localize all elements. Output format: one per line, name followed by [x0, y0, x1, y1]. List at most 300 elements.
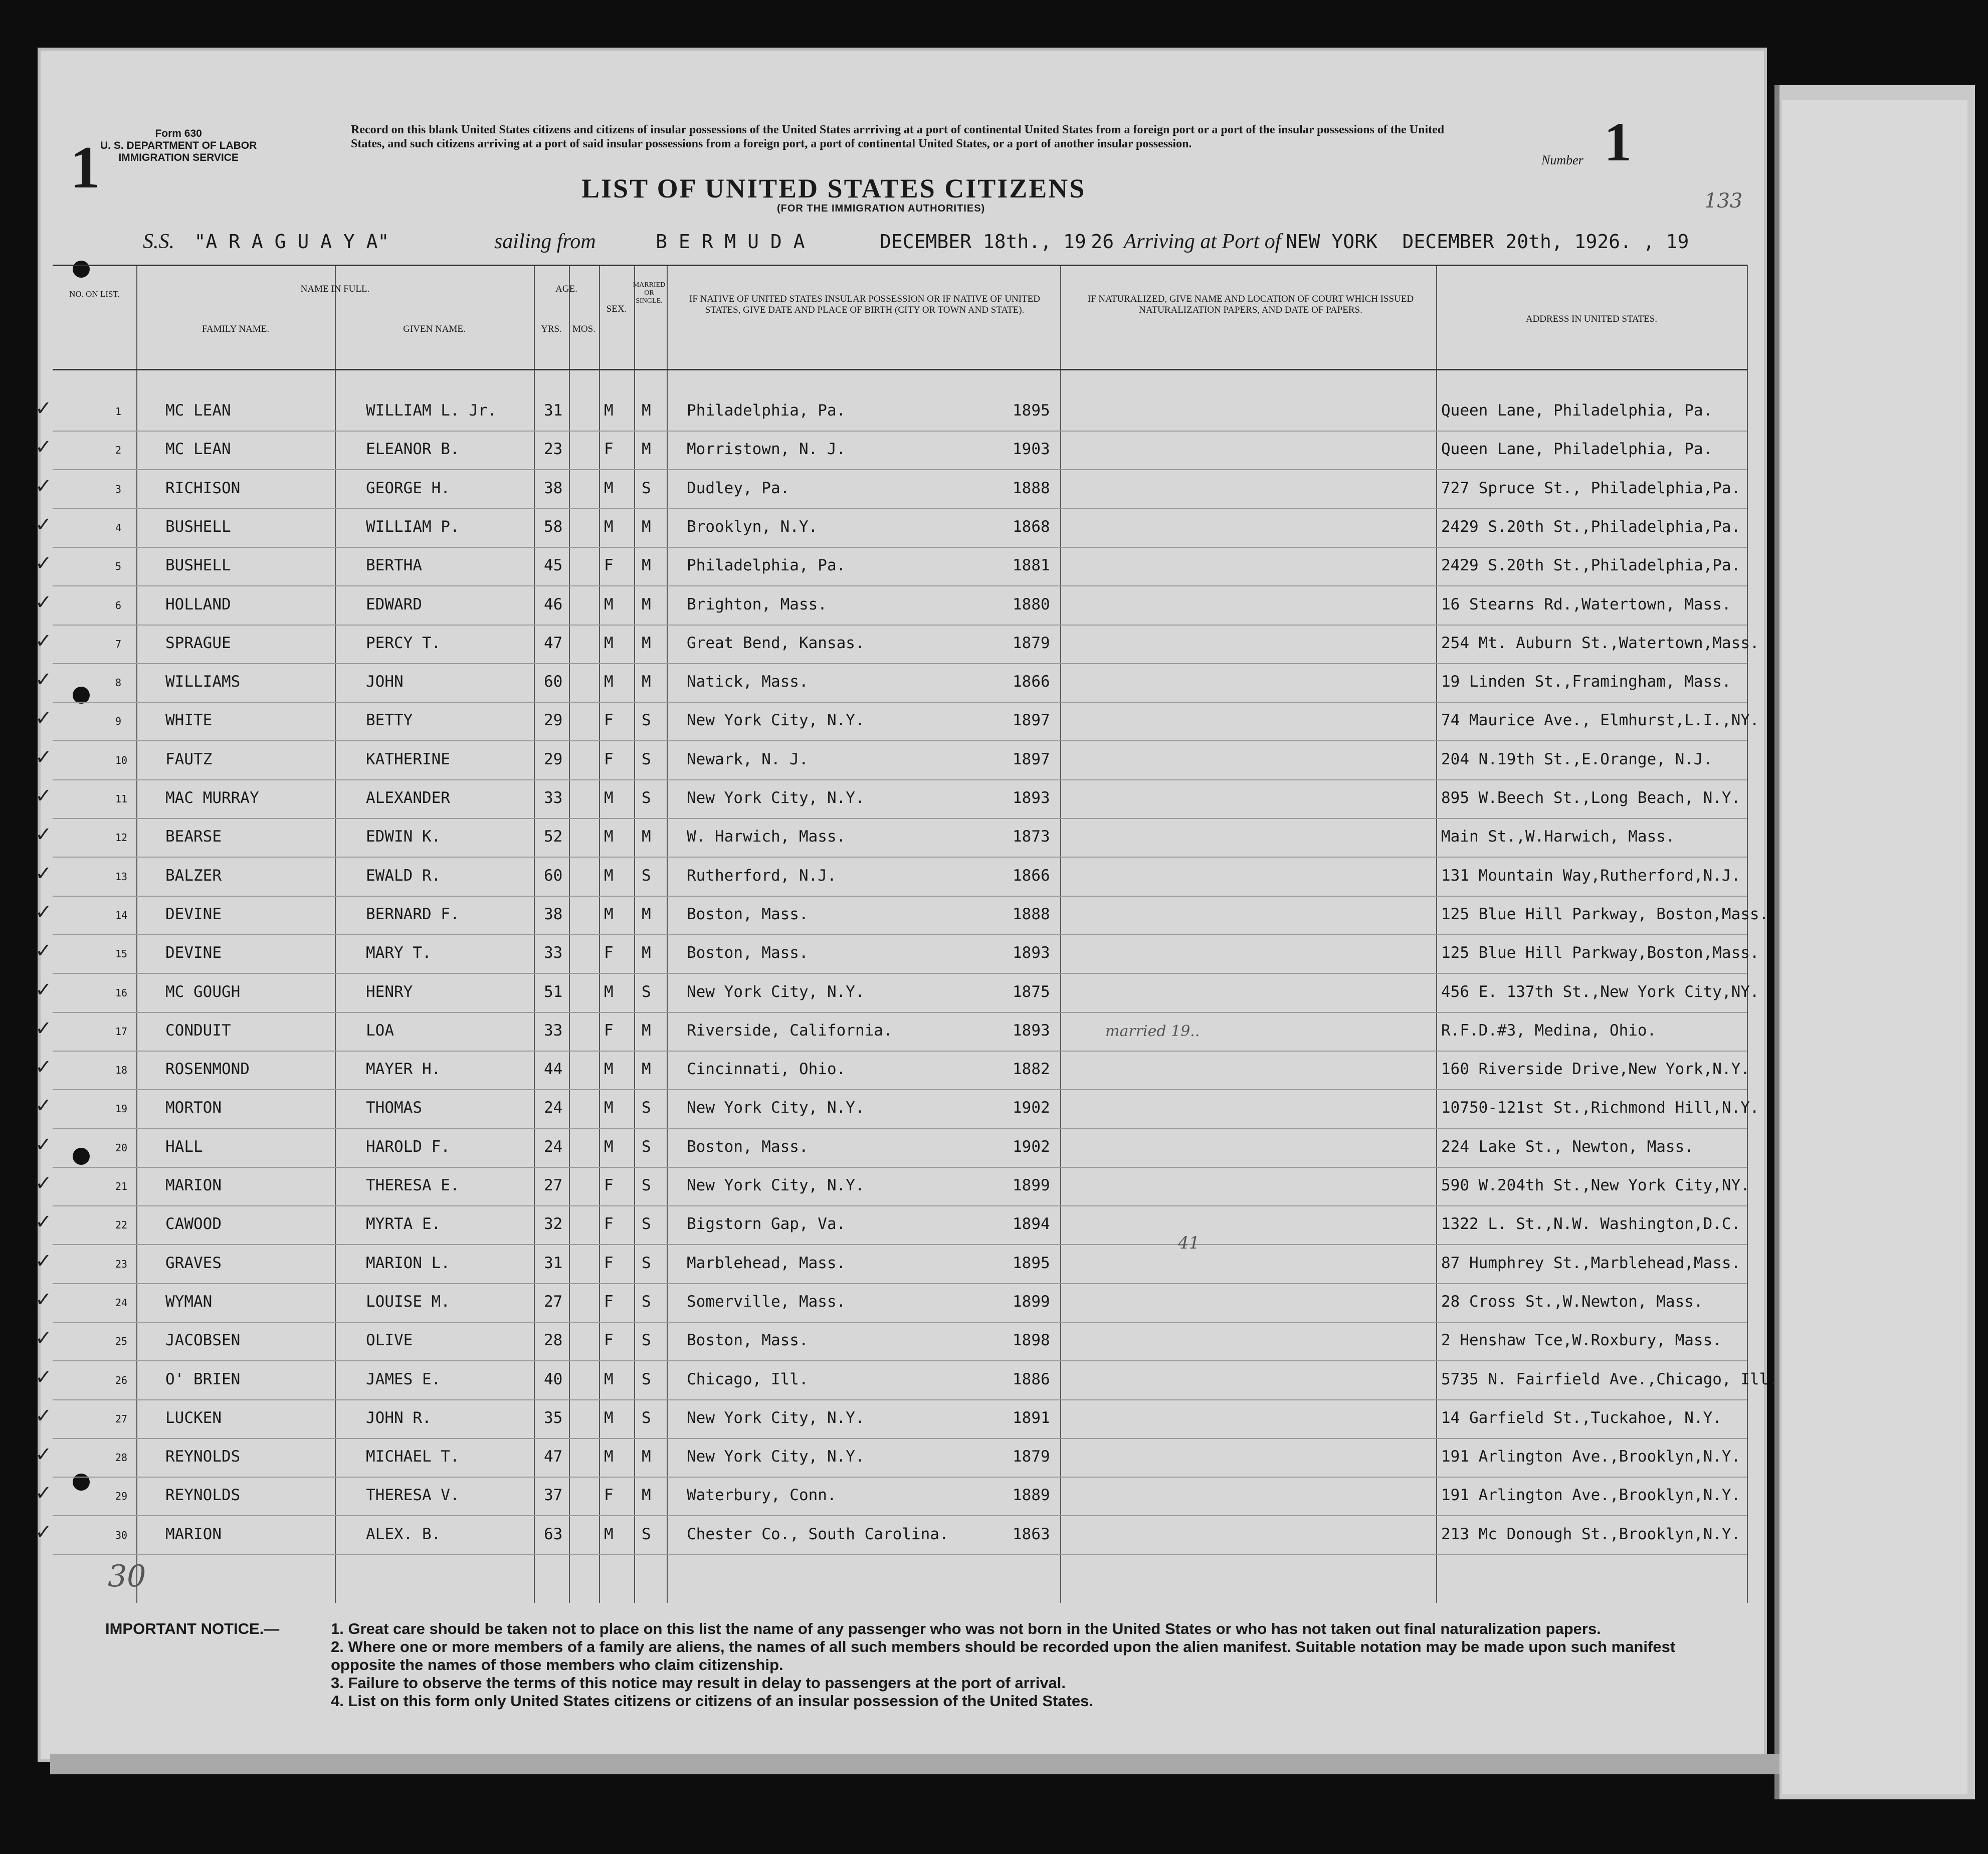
family-name: DEVINE [165, 944, 222, 962]
family-name: BALZER [165, 866, 222, 885]
given-name: GEORGE H. [366, 479, 450, 497]
check-mark-icon: ✓ [35, 1404, 52, 1427]
given-name: PERCY T. [366, 634, 441, 652]
table-row [35, 624, 1759, 664]
birthplace: Boston, Mass. [687, 1137, 809, 1156]
ship-name: "A R A G U A Y A" [194, 231, 389, 253]
given-name: OLIVE [366, 1331, 413, 1350]
address: 224 Lake St., Newton, Mass. [1441, 1137, 1694, 1156]
marital-status: S [642, 982, 651, 1001]
row-number: 7 [115, 638, 122, 650]
sex: M [604, 595, 614, 613]
header-given-name: GIVEN NAME. [403, 324, 466, 334]
family-name: BUSHELL [165, 556, 231, 575]
handwritten-count: 30 [108, 1559, 146, 1594]
paper-edge-inner [1782, 100, 1967, 1794]
birthplace: Riverside, California. [687, 1021, 893, 1040]
birthplace: Newark, N. J. [687, 750, 809, 768]
birthplace: Boston, Mass. [687, 1331, 809, 1350]
sex: M [604, 634, 614, 652]
table-row [35, 857, 1747, 897]
age: 38 [544, 479, 563, 497]
row-number: 13 [115, 870, 128, 883]
check-mark-icon: ✓ [35, 1133, 52, 1156]
check-mark-icon: ✓ [35, 1056, 52, 1079]
family-name: BUSHELL [165, 517, 231, 536]
birthplace: Chester Co., South Carolina. [687, 1525, 949, 1543]
address: 74 Maurice Ave., Elmhurst,L.I.,NY. [1441, 711, 1759, 730]
check-mark-icon: ✓ [35, 1016, 52, 1040]
family-name: MC GOUGH [165, 982, 241, 1001]
age: 37 [544, 1486, 563, 1505]
birthplace: New York City, N.Y. [687, 1099, 865, 1117]
address: 5735 N. Fairfield Ave.,Chicago, Ill. [1441, 1370, 1778, 1388]
notice-item: 3. Failure to observe the terms of this notice may result in delay to passengers at the port of arrival. [331, 1674, 1066, 1692]
address: Main St.,W.Harwich, Mass. [1441, 828, 1675, 846]
age: 23 [544, 440, 563, 459]
sex: F [604, 711, 614, 730]
age: 31 [544, 1254, 563, 1272]
check-mark-icon: ✓ [35, 1482, 52, 1505]
birthplace: Brooklyn, N.Y. [687, 517, 818, 536]
marital-status: S [642, 866, 651, 885]
marital-status: M [642, 1060, 651, 1079]
check-mark-icon: ✓ [35, 1365, 52, 1388]
row-number: 20 [115, 1141, 128, 1154]
address: 2429 S.20th St.,Philadelphia,Pa. [1441, 517, 1741, 536]
marital-status: M [642, 905, 651, 923]
check-mark-icon: ✓ [35, 862, 52, 885]
family-name: ROSENMOND [165, 1060, 250, 1079]
birthplace: Chicago, Ill. [687, 1370, 809, 1388]
marital-status: M [642, 1021, 651, 1040]
family-name: HOLLAND [165, 595, 231, 613]
row-number: 30 [115, 1529, 128, 1541]
family-name: MORTON [165, 1099, 222, 1117]
age: 63 [544, 1525, 563, 1543]
address: 16 Stearns Rd.,Watertown, Mass. [1441, 595, 1731, 613]
family-name: REYNOLDS [165, 1448, 241, 1466]
number-value: 1 [1604, 111, 1632, 172]
row-number: 19 [115, 1103, 128, 1115]
marital-status: S [642, 1137, 651, 1156]
marital-status: S [642, 1408, 651, 1427]
given-name: LOA [366, 1021, 394, 1040]
check-mark-icon: ✓ [35, 900, 52, 923]
birthplace: Morristown, N. J. [687, 440, 846, 459]
birth-year: 1897 [1013, 711, 1050, 730]
sex: M [604, 401, 614, 420]
row-number: 17 [115, 1025, 128, 1038]
header-row [53, 265, 1747, 370]
table-row [35, 740, 1747, 780]
sex: M [604, 479, 614, 497]
given-name: BERNARD F. [366, 905, 460, 923]
birthplace: Bigstorn Gap, Va. [687, 1215, 846, 1233]
given-name: BERTHA [366, 556, 422, 575]
address: 727 Spruce St., Philadelphia,Pa. [1441, 479, 1741, 497]
address: 160 Riverside Drive,New York,N.Y. [1441, 1060, 1750, 1079]
birth-year: 1893 [1013, 944, 1050, 962]
age: 33 [544, 789, 563, 807]
table-row [35, 1283, 1747, 1323]
birthplace: Philadelphia, Pa. [687, 401, 846, 420]
page-number: 133 [1704, 189, 1743, 213]
address: 1322 L. St.,N.W. Washington,D.C. [1441, 1215, 1741, 1233]
row-number: 1 [115, 405, 122, 418]
marital-status: M [642, 440, 651, 459]
family-name: WYMAN [165, 1292, 213, 1311]
birth-year: 1903 [1013, 440, 1050, 459]
sex: M [604, 673, 614, 691]
birth-year: 1893 [1013, 1021, 1050, 1040]
marital-status: S [642, 1215, 651, 1233]
sex: M [604, 1408, 614, 1427]
age: 38 [544, 905, 563, 923]
address: 125 Blue Hill Parkway,Boston,Mass. [1441, 944, 1759, 962]
age: 47 [544, 1448, 563, 1466]
marital-status: S [642, 1254, 651, 1272]
table-row [35, 701, 1759, 741]
address: 125 Blue Hill Parkway, Boston,Mass. [1441, 905, 1769, 923]
address: 2 Henshaw Tce,W.Roxbury, Mass. [1441, 1331, 1722, 1350]
given-name: JOHN R. [366, 1408, 432, 1427]
marital-status: S [642, 479, 651, 497]
sex: F [604, 1215, 614, 1233]
birth-year: 1899 [1013, 1176, 1050, 1194]
bottom-strip [50, 1754, 1779, 1774]
address: 191 Arlington Ave.,Brooklyn,N.Y. [1441, 1448, 1741, 1466]
header-birthplace: IF NATIVE OF UNITED STATES INSULAR POSSESSION OR IF NATIVE OF UNITED STATES, GIVE DATE AND PLACE OF BIRTH (CITY OR TOWN AND STATE). [689, 294, 1040, 315]
address: Queen Lane, Philadelphia, Pa. [1441, 440, 1713, 459]
age: 27 [544, 1176, 563, 1194]
age: 33 [544, 944, 563, 962]
marital-status: M [642, 401, 651, 420]
row-number: 28 [115, 1452, 128, 1464]
header-name-in-full: NAME IN FULL. [300, 284, 370, 294]
table-row [35, 663, 1747, 703]
check-mark-icon: ✓ [35, 978, 52, 1001]
given-name: MARY T. [366, 944, 432, 962]
age: 44 [544, 1060, 563, 1079]
marital-status: S [642, 1099, 651, 1117]
birthplace: Dudley, Pa. [687, 479, 790, 497]
family-name: LUCKEN [165, 1408, 222, 1427]
row-number: 18 [115, 1064, 128, 1077]
given-name: LOUISE M. [366, 1292, 450, 1311]
birthplace: Boston, Mass. [687, 905, 809, 923]
address: 10750-121st St.,Richmond Hill,N.Y. [1441, 1099, 1759, 1117]
table-row [35, 585, 1747, 626]
family-name: RICHISON [165, 479, 241, 497]
table-row [35, 895, 1769, 935]
header-yrs: YRS. [541, 324, 562, 334]
row-number: 16 [115, 986, 128, 999]
check-mark-icon: ✓ [35, 552, 52, 575]
birth-year: 1879 [1013, 1448, 1050, 1466]
row-number: 22 [115, 1219, 128, 1231]
birthplace: New York City, N.Y. [687, 1408, 865, 1427]
header-sex: SEX. [606, 304, 627, 314]
birth-year: 1868 [1013, 517, 1050, 536]
table-row [35, 1128, 1747, 1168]
table-row [35, 546, 1747, 586]
age: 45 [544, 556, 563, 575]
family-name: REYNOLDS [165, 1486, 241, 1505]
birthplace: Cincinnati, Ohio. [687, 1060, 846, 1079]
birthplace: Marblehead, Mass. [687, 1254, 846, 1272]
marital-status: S [642, 750, 651, 768]
table-row [35, 817, 1747, 858]
sex: F [604, 1486, 614, 1505]
check-mark-icon: ✓ [35, 397, 52, 420]
birth-year: 1891 [1013, 1408, 1050, 1427]
departure-date: DECEMBER 18th., 19 [880, 231, 1086, 253]
birth-year: 1875 [1013, 982, 1050, 1001]
sex: M [604, 828, 614, 846]
header-mos: MOS. [572, 324, 595, 334]
table-row [35, 1011, 1747, 1052]
notice-heading: IMPORTANT NOTICE.— [105, 1620, 280, 1637]
family-name: MC LEAN [165, 401, 231, 420]
row-number: 23 [115, 1258, 128, 1270]
check-mark-icon: ✓ [35, 629, 52, 652]
sex: M [604, 982, 614, 1001]
check-mark-icon: ✓ [35, 668, 52, 691]
check-mark-icon: ✓ [35, 1520, 52, 1543]
row-number: 6 [115, 599, 122, 611]
table-row [35, 973, 1759, 1013]
address: Queen Lane, Philadelphia, Pa. [1441, 401, 1713, 420]
birthplace: New York City, N.Y. [687, 1176, 865, 1194]
age: 31 [544, 401, 563, 420]
given-name: MICHAEL T. [366, 1448, 460, 1466]
sex: F [604, 1021, 614, 1040]
table-row [35, 1244, 1747, 1284]
row-number: 25 [115, 1335, 128, 1348]
birthplace: New York City, N.Y. [687, 711, 865, 730]
given-name: JAMES E. [366, 1370, 441, 1388]
marital-status: S [642, 1370, 651, 1388]
family-name: MARION [165, 1525, 222, 1543]
birthplace: Rutherford, N.J. [687, 866, 837, 885]
birth-year: 1886 [1013, 1370, 1050, 1388]
check-mark-icon: ✓ [35, 1249, 52, 1272]
marital-status: M [642, 1448, 651, 1466]
table-row [35, 391, 1747, 432]
marital-status: S [642, 1176, 651, 1194]
address: 456 E. 137th St.,New York City,NY. [1441, 982, 1759, 1001]
birth-year: 1888 [1013, 905, 1050, 923]
table-row [35, 1399, 1747, 1439]
sex: F [604, 440, 614, 459]
family-name: WHITE [165, 711, 213, 730]
notice-item: 2. Where one or more members of a family are aliens, the names of all such members should be recorded upon the alien manifest. Suitable notation may be made upon such manifest opposite the names of those members who claim citizenship. [331, 1638, 1676, 1674]
check-mark-icon: ✓ [35, 1094, 52, 1117]
birth-year: 1880 [1013, 595, 1050, 613]
birthplace: Boston, Mass. [687, 944, 809, 962]
check-mark-icon: ✓ [35, 1443, 52, 1466]
table-row [35, 469, 1747, 509]
sex: M [604, 905, 614, 923]
family-name: GRAVES [165, 1254, 222, 1272]
birth-year: 1895 [1013, 1254, 1050, 1272]
marital-status: M [642, 517, 651, 536]
header-married: MARRIED OR SINGLE. [633, 281, 666, 305]
given-name: THOMAS [366, 1099, 422, 1117]
check-mark-icon: ✓ [35, 745, 52, 768]
sex: M [604, 1099, 614, 1117]
family-name: O' BRIEN [165, 1370, 241, 1388]
birth-year: 1897 [1013, 750, 1050, 768]
family-name: FAUTZ [165, 750, 213, 768]
table-header [53, 265, 1747, 370]
birth-year: 1879 [1013, 634, 1050, 652]
table-row [35, 508, 1747, 548]
birthplace: Brighton, Mass. [687, 595, 827, 613]
age: 29 [544, 750, 563, 768]
marital-status: S [642, 1331, 651, 1350]
age: 46 [544, 595, 563, 613]
given-name: MYRTA E. [366, 1215, 441, 1233]
row-number: 21 [115, 1180, 128, 1192]
row-number: 4 [115, 521, 122, 534]
page-subtitle: (FOR THE IMMIGRATION AUTHORITIES) [777, 203, 985, 214]
arriving-label: Arriving at Port of [1123, 230, 1281, 253]
form-block [100, 128, 257, 164]
marital-status: M [642, 828, 651, 846]
row-number: 29 [115, 1490, 128, 1503]
given-name: JOHN [366, 673, 404, 691]
birth-year: 1881 [1013, 556, 1050, 575]
given-name: WILLIAM L. Jr. [366, 401, 497, 420]
marital-status: M [642, 556, 651, 575]
ss-label: S.S. [143, 230, 174, 253]
marital-status: S [642, 1292, 651, 1311]
department: U. S. DEPARTMENT OF LABOR [100, 140, 257, 151]
address: 87 Humphrey St.,Marblehead,Mass. [1441, 1254, 1741, 1272]
row-number: 3 [115, 483, 122, 495]
birthplace: Somerville, Mass. [687, 1292, 846, 1311]
header-naturalized: IF NATURALIZED, GIVE NAME AND LOCATION OF COURT WHICH ISSUED NATURALIZATION PAPERS, AND DATE OF PAPERS. [1087, 294, 1414, 315]
birthplace: Philadelphia, Pa. [687, 556, 846, 575]
intro-text: Record on this blank United States citizens and citizens of insular possessions of the United States arrriving at a port of continental United States from a foreign port or a port of the insular possessions of the United States, and such citizens arriving at a port of said insular possessions from a foreign port, a port of continental United States, or a port of another insular possession. [351, 123, 1445, 150]
family-name: MC LEAN [165, 440, 231, 459]
birth-year: 1863 [1013, 1525, 1050, 1543]
address: 204 N.19th St.,E.Orange, N.J. [1441, 750, 1713, 768]
address: 191 Arlington Ave.,Brooklyn,N.Y. [1441, 1486, 1741, 1505]
number-label: Number [1541, 153, 1583, 167]
age: 24 [544, 1099, 563, 1117]
table-row [35, 1205, 1747, 1245]
check-mark-icon: ✓ [35, 590, 52, 613]
birth-year: 1894 [1013, 1215, 1050, 1233]
table-row [35, 430, 1747, 470]
sex: F [604, 750, 614, 768]
check-mark-icon: ✓ [35, 939, 52, 962]
departure-year: 26 [1091, 231, 1114, 253]
row-number: 26 [115, 1374, 128, 1386]
sex: M [604, 789, 614, 807]
sex: M [604, 1370, 614, 1388]
age: 33 [544, 1021, 563, 1040]
marital-status: M [642, 634, 651, 652]
notice-item: 1. Great care should be taken not to place on this list the name of any passenger who was not born in the United States or who has not taken out final naturalization papers. [331, 1620, 1601, 1637]
header-no: NO. ON LIST. [69, 289, 120, 299]
row-number: 8 [115, 677, 122, 689]
address: 14 Garfield St.,Tuckahoe, N.Y. [1441, 1408, 1722, 1427]
birth-year: 1895 [1013, 401, 1050, 420]
check-mark-icon: ✓ [35, 1288, 52, 1311]
given-name: EDWARD [366, 595, 422, 613]
check-mark-icon: ✓ [35, 513, 52, 536]
marital-status: M [642, 1486, 651, 1505]
birth-year: 1902 [1013, 1137, 1050, 1156]
age: 60 [544, 866, 563, 885]
given-name: KATHERINE [366, 750, 450, 768]
given-name: THERESA V. [366, 1486, 460, 1505]
check-mark-icon: ✓ [35, 707, 52, 730]
check-mark-icon: ✓ [35, 474, 52, 497]
age: 24 [544, 1137, 563, 1156]
row-number: 24 [115, 1296, 128, 1309]
check-mark-icon: ✓ [35, 1327, 52, 1350]
family-name: CAWOOD [165, 1215, 222, 1233]
birthplace: New York City, N.Y. [687, 982, 865, 1001]
given-name: HENRY [366, 982, 413, 1001]
voyage-line [143, 230, 1722, 254]
sex: F [604, 1176, 614, 1194]
sex: M [604, 866, 614, 885]
table-row [35, 1476, 1747, 1516]
birth-year: 1873 [1013, 828, 1050, 846]
age: 60 [544, 673, 563, 691]
given-name: ALEX. B. [366, 1525, 441, 1543]
sex: M [604, 1060, 614, 1079]
marital-status: S [642, 711, 651, 730]
notice-list [331, 1620, 1684, 1710]
family-name: HALL [165, 1137, 203, 1156]
notice-item: 4. List on this form only United States citizens or citizens of an insular possession of the United States. [331, 1692, 1093, 1710]
sex: F [604, 556, 614, 575]
check-mark-icon: ✓ [35, 1172, 52, 1194]
marital-status: M [642, 673, 651, 691]
page-title: LIST OF UNITED STATES CITIZENS [581, 173, 1086, 203]
sex: M [604, 1525, 614, 1543]
arrival-port: NEW YORK [1285, 231, 1377, 253]
given-name: EWALD R. [366, 866, 441, 885]
departure-port: B E R M U D A [656, 231, 805, 253]
leading-number: 1 [70, 134, 100, 200]
table-row [35, 1050, 1750, 1090]
sex: F [604, 1292, 614, 1311]
sex: F [604, 944, 614, 962]
family-name: MARION [165, 1176, 222, 1194]
birth-year: 1866 [1013, 866, 1050, 885]
sex: M [604, 1137, 614, 1156]
age: 35 [544, 1408, 563, 1427]
birth-year: 1898 [1013, 1331, 1050, 1350]
table-row [35, 1089, 1759, 1129]
age: 32 [544, 1215, 563, 1233]
handwritten-married-note: married 19.. [1105, 1022, 1200, 1040]
sex: M [604, 517, 614, 536]
header-age: AGE. [555, 284, 577, 294]
table-row [35, 1515, 1747, 1555]
table-row [35, 1321, 1747, 1361]
birth-year: 1889 [1013, 1486, 1050, 1505]
row-number: 14 [115, 909, 128, 921]
